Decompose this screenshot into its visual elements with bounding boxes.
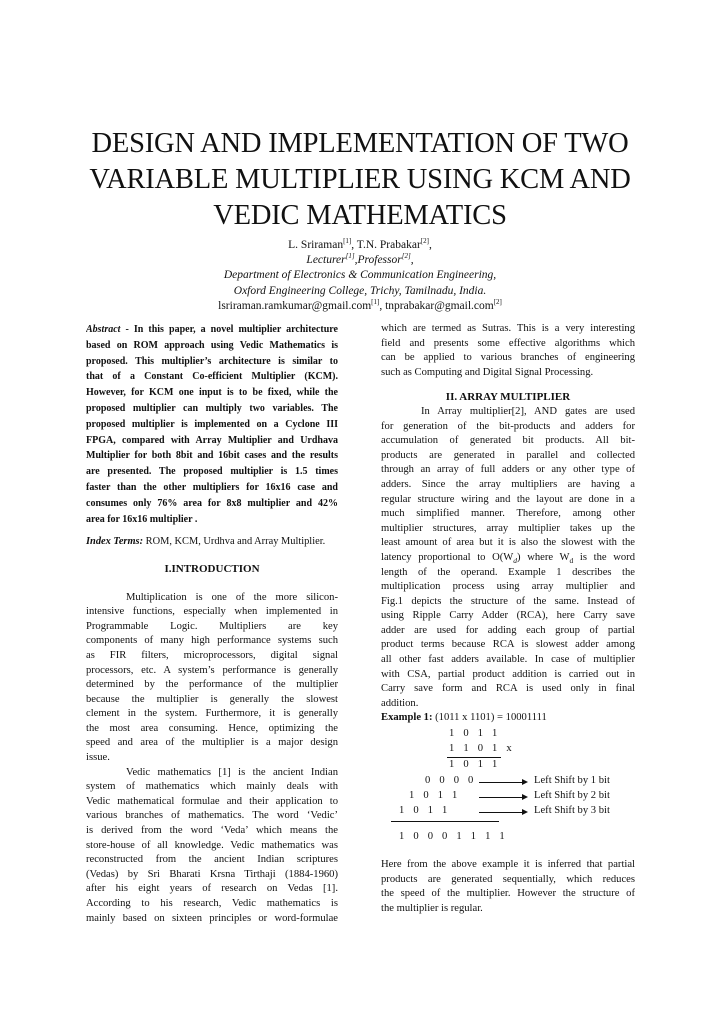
abstract-line: Multiplier for both 8bit and 16bit cases and the results <box>86 450 338 462</box>
body-line: after his eight years of research on Vedas [1]. <box>86 883 338 895</box>
author-department: Department of Electronics & Communication Engineering, <box>223 269 497 282</box>
multiplication-example <box>381 726 635 844</box>
body-line: system of mathematics which mainly deals with <box>86 781 338 793</box>
body-line: products are generated in parallel and collected <box>381 449 635 461</box>
body-line: components of many high performance systems such <box>86 635 338 647</box>
author-roles <box>110 253 610 268</box>
example-label: Example 1: <box>381 712 433 724</box>
author-emails <box>110 299 610 314</box>
body-line: through an array of full adders or any other type of <box>381 464 635 476</box>
shift-note: Left Shift by 1 bit <box>534 775 610 787</box>
author-email: , tnprabakar@gmail.com <box>379 299 494 312</box>
abstract-lead: Abstract <box>86 324 121 335</box>
abstract-line: that of a Constant Co-efficient Multiplier (KCM). <box>86 371 338 383</box>
body-line: Programmable Logic. Multipliers are key <box>86 620 338 632</box>
author-sep: , <box>428 239 432 251</box>
body-line: In Array multiplier[2], AND gates are used <box>421 405 635 417</box>
abstract <box>86 322 338 527</box>
body-line: Vedic mathematical formulae and their application to <box>86 795 338 807</box>
body-line: reconstructed from the ancient Indian scriptures <box>86 854 338 866</box>
body-line: multiplier structures, array multiplier takes up the <box>381 522 635 534</box>
body-line: such as Computing and Digital Signal Processing. <box>381 366 594 378</box>
body-line: speed and area of the multiplier is a major design <box>86 737 338 749</box>
array-multiplier-paragraph <box>381 405 635 711</box>
abstract-line: proposed multiplier is implemented on a Cyclone III <box>86 418 338 430</box>
body-line: products are generated sequentially, which reduces <box>381 873 635 885</box>
abstract-line: are presented. The proposed multiplier is 1.5 times <box>86 466 338 478</box>
latency-text: latency proportional to O(W <box>381 551 514 563</box>
author-role: Lecturer <box>306 254 346 267</box>
section-heading: II. ARRAY MULTIPLIER <box>445 391 571 404</box>
paper-title <box>60 126 660 234</box>
body-line: much simplified manner. Therefore, among other <box>381 508 635 520</box>
body-line: regular structure wiring and the layout are done in a <box>381 493 635 505</box>
body-line: (Vedas) by Sri Bharati Krsna Tirthaji (1884-1960) <box>86 868 338 880</box>
body-line: using Ripple Carry Adder (RCA), here Carry save <box>381 610 635 622</box>
abstract-text: - In this paper, a novel multiplier architecture <box>120 324 338 335</box>
left-column <box>86 322 338 926</box>
intro-paragraph-2 <box>86 766 338 927</box>
body-line: all other fast adders available. In case of multiplier <box>381 654 635 666</box>
index-terms-text: ROM, KCM, Urdhva and Array Multiplier. <box>143 536 326 548</box>
abstract-line: proposed. This multiplier’s architecture is similar to <box>86 355 338 367</box>
abstract-line: area for 16x16 multiplier . <box>86 513 198 525</box>
example-heading <box>381 711 635 726</box>
title-line: VEDIC MATHEMATICS <box>213 200 507 231</box>
latency-text: ) where W <box>517 551 570 563</box>
body-line: mainly based on sixteen principles or word-formulae <box>86 912 338 924</box>
abstract-line: faster than the other multipliers for 16x16 case and <box>86 481 338 493</box>
partial-product-row: 1 0 1 1 <box>399 805 451 817</box>
intro-continuation <box>381 322 635 380</box>
affiliation-marker: [1] <box>345 252 355 261</box>
affiliation-marker: [1] <box>371 297 380 306</box>
body-line: the multiplier is regular. <box>381 902 483 914</box>
title-line: VARIABLE MULTIPLIER USING KCM AND <box>89 164 631 195</box>
body-line: processors, etc. A system’s performance is generally <box>86 664 338 676</box>
abstract-line: proposed multiplier can multiply two variables. The <box>86 402 338 414</box>
body-line: adders. Since the array multipliers are having a <box>381 478 635 490</box>
body-line: issue. <box>86 752 110 764</box>
body-line <box>381 551 635 566</box>
subscript: d <box>569 556 574 566</box>
author-role: ,Professor <box>354 254 402 267</box>
partial-product-row: 1 0 1 1 <box>449 759 501 771</box>
example-expression: (1011 x 1101) = 10001111 <box>432 712 547 724</box>
abstract-line: consumes only 76% area for 8x8 multiplier and 42% <box>86 497 338 509</box>
arrow-icon <box>479 812 523 813</box>
affiliation-marker: [2] <box>401 252 411 261</box>
author-sep: , <box>410 254 414 267</box>
abstract-line: based on ROM approach using Vedic Mathematics is <box>86 339 338 351</box>
index-terms <box>86 535 338 550</box>
body-line: length of the operand. Example 1 describes the <box>381 566 635 578</box>
conclusion-paragraph <box>381 858 635 916</box>
title-line: DESIGN AND IMPLEMENTATION OF TWO <box>91 128 629 159</box>
body-line: adder are used for adding each group of partial <box>381 624 635 636</box>
abstract-line: However, for KCM one input is to be fixed, while the <box>86 387 338 399</box>
body-line: least amount of area but it is also the slowest with the <box>381 537 635 549</box>
affiliation-marker: [2] <box>420 237 429 245</box>
body-line: determined by the performance of the multiplier <box>86 679 338 691</box>
body-line: with CSA, partial product addition is carried out in <box>381 668 635 680</box>
affiliation-marker: [2] <box>493 297 502 306</box>
body-line: Vedic mathematics [1] is the ancient Indian <box>126 766 338 778</box>
body-line: field and presents some effective algorithms which <box>381 337 635 349</box>
abstract-line: FPGA, compared with Array Multiplier and Urdhava <box>86 434 338 446</box>
affiliation-marker: [1] <box>343 237 352 245</box>
partial-product-row: 1 0 1 1 <box>409 790 461 802</box>
shift-note: Left Shift by 2 bit <box>534 790 610 802</box>
body-line: Here from the above example it is inferred that partial <box>381 859 635 871</box>
author-name: L. Sriraman <box>288 239 344 251</box>
multiplier-row: 1 1 0 1 x <box>449 743 515 755</box>
body-line: accumulation of generated bit products. All bit- <box>381 435 635 447</box>
body-line: as FIR filters, microprocessors, digital signal <box>86 649 338 661</box>
body-line: clement in the system. Furthermore, it is generally <box>86 708 338 720</box>
body-line: which are termed as Sutras. This is a very interesting <box>381 323 635 334</box>
body-line: Fig.1 depicts the structure of the same. Instead of <box>381 595 635 607</box>
partial-product-row: 0 0 0 0 <box>425 775 477 787</box>
author-name: , T.N. Prabakar <box>351 239 421 251</box>
body-line: the speed of the multiplier. However the structure of <box>381 888 635 900</box>
body-line: the most area consuming. Hence, optimizing the <box>86 722 338 734</box>
abstract-line <box>86 322 338 338</box>
right-column <box>381 322 635 916</box>
body-line: intensive functions, especially when implemented in <box>86 606 338 618</box>
body-line: multiplication process using array multiplier and <box>381 581 635 593</box>
author-block <box>110 238 610 314</box>
body-line: store-house of all knowledge. Vedic mathematics was <box>86 839 338 851</box>
arrow-icon <box>479 782 523 783</box>
shift-note: Left Shift by 3 bit <box>534 805 610 817</box>
body-line: Carry save form and RCA is used only in final <box>381 683 635 695</box>
body-line: product terms because RCA is slowest adder among <box>381 639 635 651</box>
section-heading: I.INTRODUCTION <box>164 562 260 575</box>
author-email: lsriraman.ramkumar@gmail.com <box>218 299 372 312</box>
result-row: 1 0 0 0 1 1 1 1 <box>399 831 508 843</box>
body-line: because the multiplier is generally the slowest <box>86 693 338 705</box>
arrow-icon <box>479 797 523 798</box>
index-terms-label: Index Terms: <box>86 536 144 548</box>
intro-paragraph-1 <box>86 591 338 766</box>
body-line: addition. <box>381 697 419 709</box>
subscript: d <box>513 556 518 566</box>
author-college: Oxford Engineering College, Trichy, Tamilnadu, India. <box>233 284 487 297</box>
multiplicand-row: 1 0 1 1 <box>449 728 501 740</box>
separator-rule <box>391 821 499 822</box>
body-line: Multiplication is one of the more silicon- <box>126 591 338 603</box>
latency-text: is the word <box>573 551 635 563</box>
author-names <box>110 238 610 253</box>
body-line: various branches of mathematics. The word ‘Vedic’ <box>86 810 338 822</box>
body-line: for generation of the bit-products and adders for <box>381 420 635 432</box>
body-line: According to his research, Vedic mathematics is <box>86 898 338 910</box>
body-line: can be applied to various branches of engineering <box>381 352 635 364</box>
body-line: is derived from the word ‘Veda’ which means the <box>86 825 338 837</box>
